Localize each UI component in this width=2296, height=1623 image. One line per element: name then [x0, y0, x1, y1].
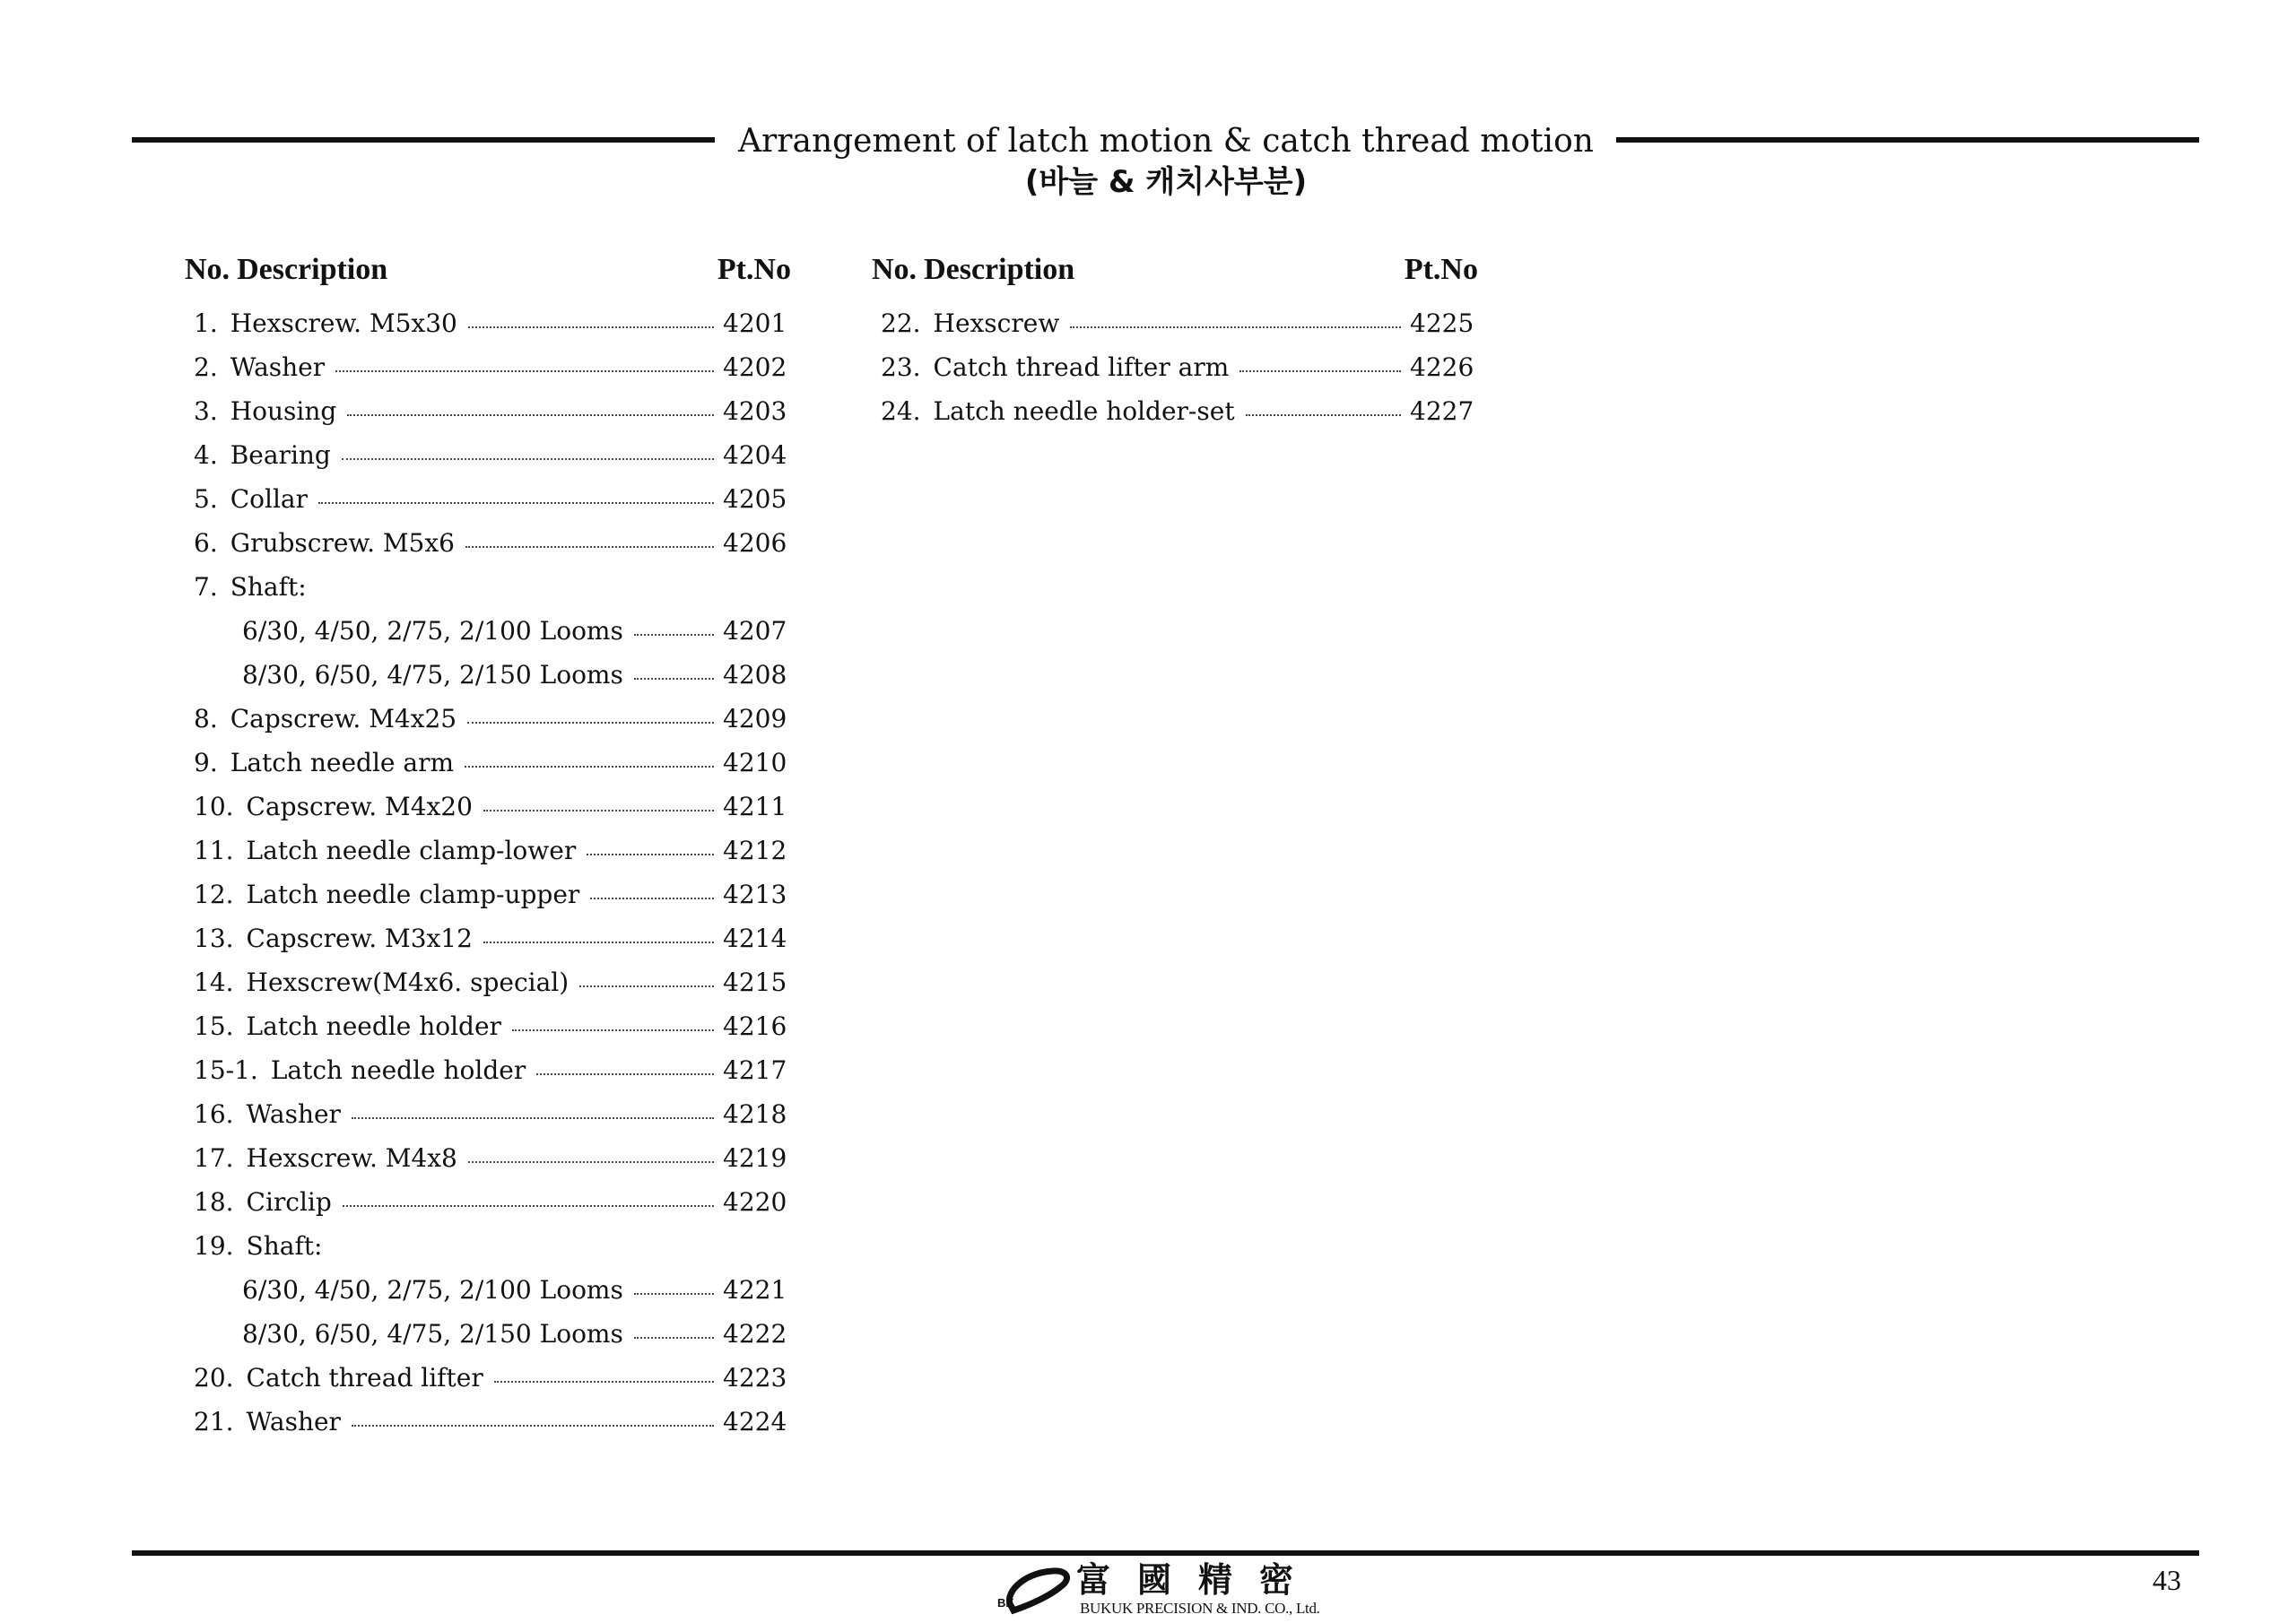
part-pt-no: 4208	[723, 660, 787, 690]
dot-leader	[512, 1029, 714, 1031]
dot-leader	[634, 678, 714, 680]
part-number: 3.	[194, 396, 218, 426]
part-description: 6/30, 4/50, 2/75, 2/100 Looms	[242, 1275, 623, 1305]
part-pt-no: 4224	[723, 1407, 787, 1436]
part-description: Hexscrew(M4x6. special)	[246, 968, 570, 997]
logo-company-name: BUKUK PRECISION & IND. CO., Ltd.	[1080, 1600, 1320, 1617]
header-description: Description	[924, 253, 1075, 286]
part-number: 14.	[194, 968, 234, 997]
part-row	[185, 1180, 791, 1224]
part-row	[185, 741, 791, 785]
part-number: 24.	[881, 396, 921, 426]
part-row	[185, 1224, 791, 1268]
part-description: Grubscrew. M5x6	[230, 528, 455, 558]
part-pt-no: 4222	[723, 1319, 787, 1349]
part-row	[185, 389, 791, 433]
header-pt-no: Pt.No	[1404, 253, 1478, 286]
dot-leader	[634, 1293, 714, 1295]
part-pt-no: 4218	[723, 1099, 787, 1129]
part-pt-no: 4211	[723, 792, 787, 821]
part-description: Latch needle holder	[270, 1055, 526, 1085]
part-row	[185, 1312, 791, 1356]
part-description: Catch thread lifter arm	[933, 352, 1230, 382]
part-description: Washer	[246, 1099, 341, 1129]
part-description: Catch thread lifter	[246, 1363, 483, 1393]
part-row	[185, 609, 791, 653]
part-description: Hexscrew. M4x8	[246, 1143, 457, 1173]
part-pt-no: 4203	[723, 396, 787, 426]
part-description: Latch needle clamp-upper	[246, 880, 580, 909]
part-description: Capscrew. M4x20	[246, 792, 473, 821]
part-description: 8/30, 6/50, 4/75, 2/150 Looms	[242, 1319, 623, 1349]
part-description: Latch needle clamp-lower	[246, 836, 577, 865]
part-number: 10.	[194, 792, 234, 821]
dot-leader	[634, 1337, 714, 1339]
dot-leader	[352, 1425, 714, 1427]
part-number: 19.	[194, 1231, 234, 1261]
part-number: 8.	[194, 704, 218, 733]
part-row	[185, 697, 791, 741]
part-description: Capscrew. M4x25	[230, 704, 457, 733]
part-pt-no: 4202	[723, 352, 787, 382]
dot-leader	[352, 1117, 714, 1119]
part-description: Latch needle arm	[230, 748, 455, 777]
dot-leader	[579, 985, 714, 987]
part-number: 5.	[194, 484, 218, 514]
part-row	[185, 1268, 791, 1312]
part-number: 16.	[194, 1099, 234, 1129]
dot-leader	[1239, 370, 1401, 372]
column-header-right	[872, 249, 1478, 291]
part-pt-no: 4221	[723, 1275, 787, 1305]
part-pt-no: 4212	[723, 836, 787, 865]
part-row	[185, 345, 791, 389]
logo-mark-text: BK	[997, 1596, 1014, 1610]
part-row	[185, 960, 791, 1004]
part-row	[185, 1004, 791, 1048]
part-pt-no: 4223	[723, 1363, 787, 1393]
dot-leader	[342, 458, 714, 460]
part-number: 2.	[194, 352, 218, 382]
footer-rule	[132, 1550, 2199, 1556]
header-description: Description	[237, 253, 388, 286]
part-description: Collar	[230, 484, 308, 514]
part-row	[185, 477, 791, 521]
part-number: 4.	[194, 440, 218, 470]
part-pt-no: 4209	[723, 704, 787, 733]
part-row	[185, 785, 791, 829]
page-number: 43	[2152, 1564, 2181, 1596]
dot-leader	[318, 502, 714, 504]
part-pt-no: 4214	[723, 924, 787, 953]
part-description: Shaft:	[246, 1231, 323, 1261]
page-title: Arrangement of latch motion & catch thread motion	[738, 123, 1594, 160]
part-description: 8/30, 6/50, 4/75, 2/150 Looms	[242, 660, 623, 690]
part-description: Washer	[246, 1407, 341, 1436]
part-description: Shaft:	[230, 572, 307, 602]
part-number: 13.	[194, 924, 234, 953]
dot-leader	[465, 546, 714, 548]
part-number: 21.	[194, 1407, 234, 1436]
dot-leader	[468, 326, 714, 328]
part-description: Hexscrew. M5x30	[230, 308, 457, 338]
part-pt-no: 4210	[723, 748, 787, 777]
header-rule-left	[132, 137, 715, 143]
parts-rows-left	[185, 301, 791, 1444]
dot-leader	[587, 854, 714, 855]
part-pt-no: 4205	[723, 484, 787, 514]
part-pt-no: 4216	[723, 1011, 787, 1041]
header-no: No.	[872, 253, 918, 286]
dot-leader	[335, 370, 714, 372]
column-header-left	[185, 249, 791, 291]
part-row	[185, 653, 791, 697]
part-description: 6/30, 4/50, 2/75, 2/100 Looms	[242, 616, 623, 646]
part-pt-no: 4225	[1410, 308, 1474, 338]
part-number: 17.	[194, 1143, 234, 1173]
part-row	[185, 916, 791, 960]
part-pt-no: 4206	[723, 528, 787, 558]
parts-rows-right	[872, 301, 1478, 433]
part-number: 6.	[194, 528, 218, 558]
part-pt-no: 4201	[723, 308, 787, 338]
part-row	[185, 521, 791, 565]
part-row	[185, 829, 791, 872]
part-description: Latch needle holder-set	[933, 396, 1235, 426]
dot-leader	[343, 1205, 714, 1207]
part-pt-no: 4217	[723, 1055, 787, 1085]
part-row	[185, 1048, 791, 1092]
part-number: 7.	[194, 572, 218, 602]
part-description: Washer	[230, 352, 326, 382]
part-number: 15.	[194, 1011, 234, 1041]
company-logo	[994, 1560, 1352, 1619]
part-pt-no: 4220	[723, 1187, 787, 1217]
logo-cjk-name: 富國精密	[1076, 1559, 1321, 1600]
part-description: Bearing	[230, 440, 331, 470]
part-number: 9.	[194, 748, 218, 777]
part-number: 15-1.	[194, 1055, 258, 1085]
parts-list-left	[185, 249, 791, 1444]
dot-leader	[483, 810, 714, 812]
header-pt-no: Pt.No	[717, 253, 791, 286]
bk-logo-icon	[994, 1560, 1074, 1619]
part-pt-no: 4207	[723, 616, 787, 646]
part-number: 22.	[881, 308, 921, 338]
dot-leader	[465, 766, 714, 768]
part-pt-no: 4204	[723, 440, 787, 470]
part-number: 18.	[194, 1187, 234, 1217]
part-row	[185, 1400, 791, 1444]
part-number: 20.	[194, 1363, 234, 1393]
dot-leader	[1246, 414, 1401, 416]
part-row	[872, 301, 1478, 345]
header-rule-right	[1616, 137, 2199, 143]
part-description: Capscrew. M3x12	[246, 924, 473, 953]
part-row	[185, 565, 791, 609]
header-no: No.	[185, 253, 230, 286]
part-pt-no: 4215	[723, 968, 787, 997]
dot-leader	[634, 634, 714, 636]
part-pt-no: 4227	[1410, 396, 1474, 426]
part-description: Housing	[230, 396, 337, 426]
dot-leader	[590, 898, 714, 899]
part-number: 12.	[194, 880, 234, 909]
page-subtitle: (바늘 & 캐치사부분)	[1024, 164, 1308, 200]
dot-leader	[468, 1161, 714, 1163]
dot-leader	[1070, 326, 1401, 328]
part-row	[185, 1356, 791, 1400]
parts-list-right	[872, 249, 1478, 433]
part-number: 11.	[194, 836, 234, 865]
part-pt-no: 4219	[723, 1143, 787, 1173]
part-description: Latch needle holder	[246, 1011, 501, 1041]
part-row	[872, 345, 1478, 389]
part-pt-no: 4213	[723, 880, 787, 909]
dot-leader	[483, 942, 714, 943]
part-pt-no: 4226	[1410, 352, 1474, 382]
dot-leader	[536, 1073, 714, 1075]
part-description: Hexscrew	[933, 308, 1060, 338]
part-row	[185, 1136, 791, 1180]
dot-leader	[467, 722, 714, 724]
part-row	[185, 1092, 791, 1136]
dot-leader	[494, 1381, 714, 1383]
dot-leader	[347, 414, 714, 416]
part-number: 1.	[194, 308, 218, 338]
part-row	[872, 389, 1478, 433]
part-row	[185, 433, 791, 477]
part-description: Circlip	[246, 1187, 332, 1217]
part-row	[185, 872, 791, 916]
part-number: 23.	[881, 352, 921, 382]
part-row	[185, 301, 791, 345]
